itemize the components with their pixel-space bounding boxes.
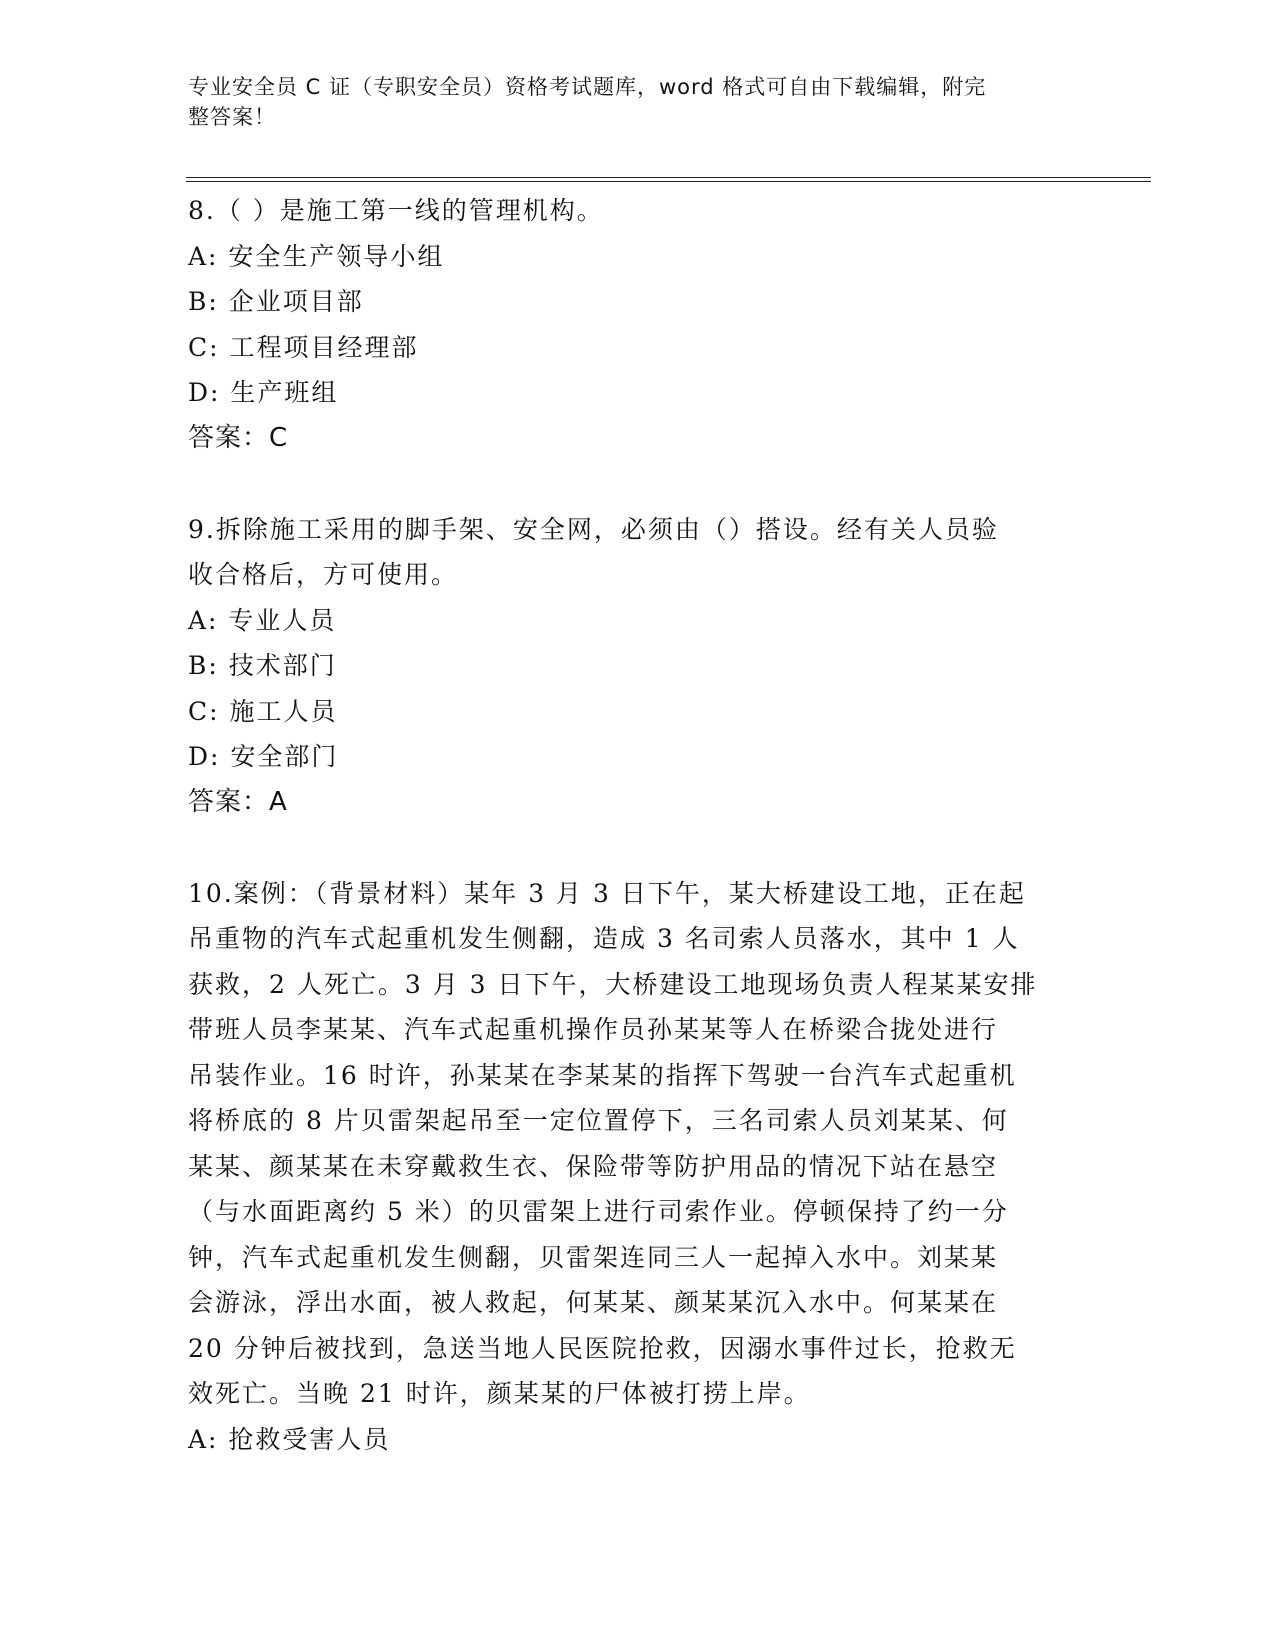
question-stem: 吊重物的汽车式起重机发生侧翻，造成 3 名司索人员落水，其中 1 人: [188, 924, 1020, 953]
question-stem: 10.案例：（背景材料）某年 3 月 3 日下午，某大桥建设工地，正在起: [188, 878, 1026, 908]
question-stem: 获救，2 人死亡。3 月 3 日下午，大桥建设工地现场负责人程某某安排: [188, 969, 1038, 999]
question-stem: （与水面距离约 5 米）的贝雷架上进行司索作业。停顿保持了约一分: [188, 1197, 1009, 1226]
question-stem: 某某、颜某某在未穿戴救生衣、保险带等防护用品的情况下站在悬空: [188, 1151, 999, 1181]
answer-label: 答案：A: [188, 786, 288, 817]
question-9: [188, 507, 1068, 826]
header-divider: [186, 177, 1151, 178]
question-stem: 20 分钟后被找到，急送当地人民医院抢救，因溺水事件过长，抢救无: [188, 1333, 1017, 1363]
option-b: B: 技术部门: [188, 651, 337, 680]
spacer: [188, 825, 1068, 871]
question-8: [188, 188, 1068, 461]
option-a: A: 安全生产领导小组: [188, 241, 445, 271]
question-stem: 会游泳，浮出水面，被人救起，何某某、颜某某沉入水中。何某某在: [188, 1288, 999, 1317]
spacer: [188, 461, 1068, 507]
question-10: [188, 871, 1068, 1463]
answer-label: 答案：C: [188, 422, 289, 453]
option-d: D: 安全部门: [188, 742, 339, 771]
question-stem: 将桥底的 8 片贝雷架起吊至一定位置停下，三名司索人员刘某某、何: [188, 1106, 1009, 1135]
option-a: A: 专业人员: [188, 605, 337, 635]
question-stem: 收合格后，方可使用。: [188, 560, 459, 589]
question-stem: 9.拆除施工采用的脚手架、安全网，必须由（）搭设。经有关人员验: [188, 514, 999, 544]
question-stem: 8.（ ）是施工第一线的管理机构。: [188, 196, 604, 225]
question-stem: 吊装作业。16 时许，孙某某在李某某的指挥下驾驶一台汽车式起重机: [188, 1060, 1017, 1090]
option-b: B: 企业项目部: [188, 287, 364, 316]
option-d: D: 生产班组: [188, 378, 339, 407]
question-stem: 带班人员李某某、汽车式起重机操作员孙某某等人在桥梁合拢处进行: [188, 1015, 999, 1044]
question-stem: 钟，汽车式起重机发生侧翻，贝雷架连同三人一起掉入水中。刘某某: [188, 1242, 999, 1272]
document-header: [188, 72, 1068, 132]
question-list: [188, 188, 1068, 1462]
option-c: C: 施工人员: [188, 696, 338, 726]
question-stem: 效死亡。当晚 21 时许，颜某某的尸体被打捞上岸。: [188, 1379, 811, 1408]
header-line: 整答案！: [188, 105, 276, 129]
header-divider: [186, 181, 1151, 182]
option-a: A: 抢救受害人员: [188, 1424, 391, 1454]
option-c: C: 工程项目经理部: [188, 332, 419, 362]
header-line: 专业安全员 C 证（专职安全员）资格考试题库，word 格式可自由下载编辑，附完: [188, 75, 987, 99]
